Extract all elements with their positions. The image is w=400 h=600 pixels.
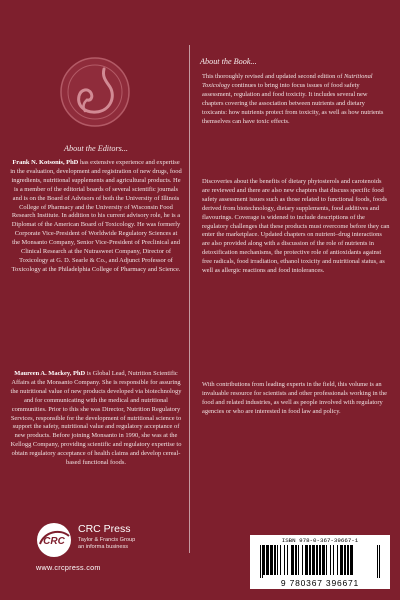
- publisher-name: CRC Press: [78, 523, 131, 535]
- publisher-group: Taylor & Francis Group: [78, 537, 136, 543]
- editors-heading: About the Editors...: [64, 144, 128, 153]
- book-paragraph-3: With contributions from leading experts in the field, this volume is an invaluable resource for scientists and other professionals working in the food and related industries, as well as people involved with regulatory agencies or who are interested in food law and policy.: [202, 381, 388, 415]
- publisher-logo: [36, 522, 186, 562]
- paragraph-text: This thoroughly revised and updated second edition of: [202, 73, 344, 80]
- editor-bio-mackey: [10, 370, 182, 468]
- publisher-division: an informa business: [78, 544, 129, 550]
- book-paragraph-2: Discoveries about the benefits of dietary phytosterols and carotenoids are reviewed and there are also new chapters that discuss specific food safety assessment issues such as those related to functional foods, foods derived from biotechnology, dietary supplements, food additives and flavourings. Coverage is widened to include descriptions of the regulatory challenges that these products must overcome before they can enter the marketplace. Updated chapters on nutrient–drug interactions are also provided along with a discussion of the role of nutrients in detoxification mechanisms, the protective role of antioxidants against free radicals, food irradiation, ethanol toxicity and nutritional status, as well as allergic reactions and food intolerances.: [202, 178, 390, 275]
- isbn-barcode: [250, 535, 390, 589]
- editor-bio-text: is Global Lead, Nutrition Scientific Affairs at the Monsanto Company. She is responsible for assuring the nutritional value of new products developed via biotechnology and for communicating with the medical and nutritional communities. Prior to this she was Director, Nutrition Regulatory Services, responsible for the development of nutritional science to support the safety, nutritional value and regulatory acceptance of new products. Before joining Monsanto in 1990, she was at the Kellogg Company, providing scientific and regulatory expertise to obtain regulatory acceptance of health claims and develop cereal-based functional foods.: [10, 370, 182, 467]
- book-paragraph-1: [202, 73, 390, 126]
- book-title-italic: Nutritional Toxicology: [202, 73, 373, 89]
- stomach-emblem-icon: [58, 55, 132, 129]
- editor-name: Frank N. Kotsonis, PhD: [12, 159, 79, 166]
- crc-logo-icon: [36, 522, 72, 558]
- svg-text:CRC: CRC: [43, 536, 65, 547]
- barcode-bars: [258, 545, 382, 578]
- book-heading: About the Book...: [200, 57, 257, 66]
- column-divider: [189, 45, 190, 553]
- editor-bio-kotsonis: [10, 159, 182, 275]
- editor-bio-text: has extensive experience and expertise in the evaluation, development and registration of new drugs, food ingredients, nutritional supplements and agricultural products. He is a member of the editorial boards of several scientific journals and is on the Board of Advisors of both the University of Illinois College of Pharmacy and the University of Wisconsin Food Research Institute. In addition to his current advisory role, he is a Diplomat of the American Board of Toxicology. He was formerly Corporate Vice-President of Worldwide Regulatory Sciences at the Monsanto Company, Senior Vice-President of Preclinical and Clinical Research at the Nutrasweet Company, Director of Toxicology at G. D. Searle & Co., and Adjunct Professor of Toxicology at the Philadelphia College of Pharmacy and Science.: [10, 159, 182, 273]
- publisher-url[interactable]: www.crcpress.com: [36, 563, 101, 572]
- isbn-label: ISBN 978-0-367-39667-1: [281, 537, 359, 544]
- paragraph-text: continues to bring into focus issues of food safety assessment, regulation and food toxicity. It includes several new chapters covering the association between nutrients and dietary toxicants: how nutrients protect from toxicity, as well as how nutrients themselves can have toxic effects.: [202, 81, 384, 125]
- barcode-number: 9 780367 396671: [280, 578, 360, 588]
- editor-name: Maureen A. Mackey, PhD: [14, 370, 86, 377]
